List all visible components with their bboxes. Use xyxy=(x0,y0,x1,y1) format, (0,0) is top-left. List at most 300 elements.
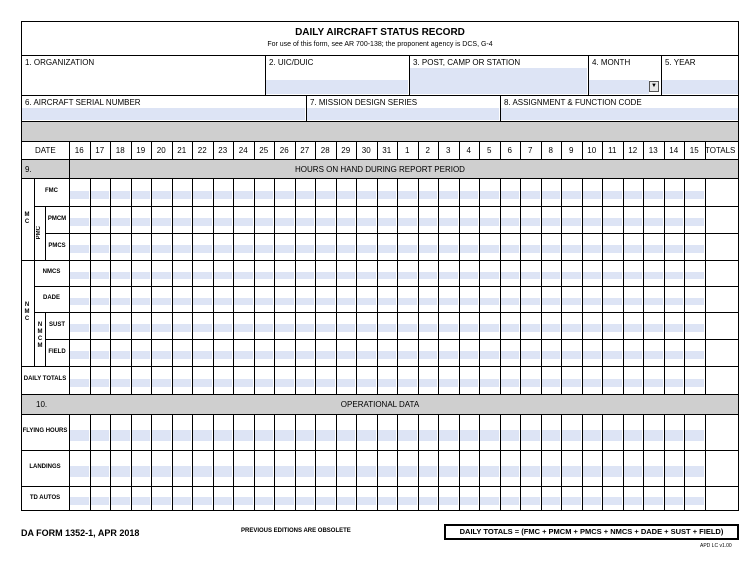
td-autos-cell[interactable] xyxy=(255,497,274,505)
pmcm-cell[interactable] xyxy=(255,218,274,226)
sust-cell[interactable] xyxy=(193,324,212,332)
pmcm-cell[interactable] xyxy=(214,218,233,226)
fmc-cell[interactable] xyxy=(644,191,663,199)
year-field[interactable] xyxy=(662,80,738,94)
pmcs-cell[interactable] xyxy=(91,245,110,253)
dade-cell[interactable] xyxy=(583,298,602,306)
dade-cell[interactable] xyxy=(460,298,479,306)
nmcs-cell[interactable] xyxy=(255,272,274,280)
sust-cell[interactable] xyxy=(501,324,520,332)
sust-cell[interactable] xyxy=(70,324,89,332)
td-autos-cell[interactable] xyxy=(644,497,663,505)
dade-cell[interactable] xyxy=(624,298,643,306)
flying-hours-cell[interactable] xyxy=(316,430,335,441)
flying-hours-cell[interactable] xyxy=(542,430,561,441)
nmcs-cell[interactable] xyxy=(234,272,253,280)
td-autos-cell[interactable] xyxy=(624,497,643,505)
nmcs-cell[interactable] xyxy=(419,272,438,280)
sust-cell[interactable] xyxy=(419,324,438,332)
field-cell[interactable] xyxy=(316,351,335,359)
daily-totals-cell[interactable] xyxy=(460,379,479,387)
flying-hours-cell[interactable] xyxy=(193,430,212,441)
field-cell[interactable] xyxy=(255,351,274,359)
pmcm-cell[interactable] xyxy=(132,218,151,226)
sust-cell[interactable] xyxy=(173,324,192,332)
fmc-cell[interactable] xyxy=(234,191,253,199)
dade-cell[interactable] xyxy=(275,298,294,306)
dade-cell[interactable] xyxy=(419,298,438,306)
fmc-cell[interactable] xyxy=(439,191,458,199)
pmcs-cell[interactable] xyxy=(70,245,89,253)
td-autos-cell[interactable] xyxy=(214,497,233,505)
fmc-cell[interactable] xyxy=(296,191,315,199)
flying-hours-cell[interactable] xyxy=(357,430,376,441)
nmcs-cell[interactable] xyxy=(665,272,684,280)
pmcm-cell[interactable] xyxy=(193,218,212,226)
landings-cell[interactable] xyxy=(91,466,110,477)
landings-cell[interactable] xyxy=(132,466,151,477)
pmcm-cell[interactable] xyxy=(337,218,356,226)
pmcs-cell[interactable] xyxy=(460,245,479,253)
pmcm-cell[interactable] xyxy=(460,218,479,226)
fmc-cell[interactable] xyxy=(521,191,540,199)
field-cell[interactable] xyxy=(173,351,192,359)
pmcm-cell[interactable] xyxy=(111,218,130,226)
td-autos-cell[interactable] xyxy=(419,497,438,505)
sust-cell[interactable] xyxy=(460,324,479,332)
flying-hours-cell[interactable] xyxy=(480,430,499,441)
nmcs-cell[interactable] xyxy=(70,272,89,280)
daily-totals-cell[interactable] xyxy=(665,379,684,387)
flying-hours-cell[interactable] xyxy=(603,430,622,441)
sust-cell[interactable] xyxy=(398,324,417,332)
nmcs-cell[interactable] xyxy=(214,272,233,280)
landings-cell[interactable] xyxy=(583,466,602,477)
nmcs-cell[interactable] xyxy=(316,272,335,280)
sust-cell[interactable] xyxy=(337,324,356,332)
pmcs-cell[interactable] xyxy=(357,245,376,253)
nmcs-cell[interactable] xyxy=(337,272,356,280)
td-autos-cell[interactable] xyxy=(193,497,212,505)
td-autos-cell[interactable] xyxy=(91,497,110,505)
landings-cell[interactable] xyxy=(624,466,643,477)
flying-hours-cell[interactable] xyxy=(255,430,274,441)
fmc-cell[interactable] xyxy=(480,191,499,199)
pmcs-cell[interactable] xyxy=(624,245,643,253)
pmcs-cell[interactable] xyxy=(173,245,192,253)
landings-cell[interactable] xyxy=(357,466,376,477)
td-autos-cell[interactable] xyxy=(501,497,520,505)
nmcs-cell[interactable] xyxy=(521,272,540,280)
fmc-cell[interactable] xyxy=(624,191,643,199)
pmcm-cell[interactable] xyxy=(398,218,417,226)
pmcs-cell[interactable] xyxy=(316,245,335,253)
daily-totals-cell[interactable] xyxy=(111,379,130,387)
nmcs-cell[interactable] xyxy=(296,272,315,280)
td-autos-cell[interactable] xyxy=(70,497,89,505)
pmcm-cell[interactable] xyxy=(685,218,704,226)
dade-cell[interactable] xyxy=(439,298,458,306)
daily-totals-cell[interactable] xyxy=(603,379,622,387)
field-cell[interactable] xyxy=(542,351,561,359)
pmcm-cell[interactable] xyxy=(439,218,458,226)
landings-cell[interactable] xyxy=(234,466,253,477)
landings-cell[interactable] xyxy=(337,466,356,477)
landings-cell[interactable] xyxy=(685,466,704,477)
field-cell[interactable] xyxy=(583,351,602,359)
field-cell[interactable] xyxy=(521,351,540,359)
pmcs-cell[interactable] xyxy=(685,245,704,253)
field-cell[interactable] xyxy=(644,351,663,359)
daily-totals-cell[interactable] xyxy=(378,379,397,387)
fmc-cell[interactable] xyxy=(398,191,417,199)
field-cell[interactable] xyxy=(685,351,704,359)
landings-cell[interactable] xyxy=(296,466,315,477)
sust-cell[interactable] xyxy=(685,324,704,332)
dade-cell[interactable] xyxy=(234,298,253,306)
flying-hours-cell[interactable] xyxy=(70,430,89,441)
pmcs-cell[interactable] xyxy=(480,245,499,253)
pmcs-cell[interactable] xyxy=(132,245,151,253)
pmcm-cell[interactable] xyxy=(603,218,622,226)
landings-cell[interactable] xyxy=(255,466,274,477)
fmc-cell[interactable] xyxy=(419,191,438,199)
nmcs-cell[interactable] xyxy=(542,272,561,280)
flying-hours-cell[interactable] xyxy=(419,430,438,441)
landings-cell[interactable] xyxy=(603,466,622,477)
pmcm-cell[interactable] xyxy=(378,218,397,226)
fmc-cell[interactable] xyxy=(275,191,294,199)
td-autos-cell[interactable] xyxy=(173,497,192,505)
fmc-cell[interactable] xyxy=(132,191,151,199)
nmcs-cell[interactable] xyxy=(173,272,192,280)
daily-totals-cell[interactable] xyxy=(398,379,417,387)
daily-totals-cell[interactable] xyxy=(685,379,704,387)
field-cell[interactable] xyxy=(152,351,171,359)
daily-totals-cell[interactable] xyxy=(337,379,356,387)
field-cell[interactable] xyxy=(132,351,151,359)
nmcs-cell[interactable] xyxy=(378,272,397,280)
sust-cell[interactable] xyxy=(644,324,663,332)
pmcm-cell[interactable] xyxy=(357,218,376,226)
field-cell[interactable] xyxy=(562,351,581,359)
landings-cell[interactable] xyxy=(111,466,130,477)
daily-totals-cell[interactable] xyxy=(173,379,192,387)
field-cell[interactable] xyxy=(419,351,438,359)
sust-cell[interactable] xyxy=(357,324,376,332)
uic-field[interactable] xyxy=(266,80,408,94)
td-autos-cell[interactable] xyxy=(111,497,130,505)
sust-cell[interactable] xyxy=(439,324,458,332)
sust-cell[interactable] xyxy=(111,324,130,332)
fmc-cell[interactable] xyxy=(337,191,356,199)
sust-cell[interactable] xyxy=(234,324,253,332)
flying-hours-cell[interactable] xyxy=(460,430,479,441)
td-autos-cell[interactable] xyxy=(583,497,602,505)
td-autos-cell[interactable] xyxy=(460,497,479,505)
dade-cell[interactable] xyxy=(398,298,417,306)
pmcs-cell[interactable] xyxy=(214,245,233,253)
pmcs-cell[interactable] xyxy=(296,245,315,253)
flying-hours-cell[interactable] xyxy=(583,430,602,441)
sust-cell[interactable] xyxy=(603,324,622,332)
landings-cell[interactable] xyxy=(562,466,581,477)
daily-totals-cell[interactable] xyxy=(152,379,171,387)
dade-cell[interactable] xyxy=(480,298,499,306)
fmc-cell[interactable] xyxy=(214,191,233,199)
sust-cell[interactable] xyxy=(583,324,602,332)
daily-totals-cell[interactable] xyxy=(419,379,438,387)
flying-hours-cell[interactable] xyxy=(378,430,397,441)
landings-cell[interactable] xyxy=(665,466,684,477)
field-cell[interactable] xyxy=(624,351,643,359)
fmc-cell[interactable] xyxy=(501,191,520,199)
sust-cell[interactable] xyxy=(521,324,540,332)
td-autos-cell[interactable] xyxy=(152,497,171,505)
pmcm-cell[interactable] xyxy=(91,218,110,226)
flying-hours-cell[interactable] xyxy=(214,430,233,441)
landings-cell[interactable] xyxy=(378,466,397,477)
dade-cell[interactable] xyxy=(214,298,233,306)
sust-cell[interactable] xyxy=(480,324,499,332)
flying-hours-cell[interactable] xyxy=(562,430,581,441)
daily-totals-cell[interactable] xyxy=(234,379,253,387)
daily-totals-cell[interactable] xyxy=(439,379,458,387)
pmcm-cell[interactable] xyxy=(624,218,643,226)
sust-cell[interactable] xyxy=(542,324,561,332)
pmcm-cell[interactable] xyxy=(275,218,294,226)
pmcm-cell[interactable] xyxy=(542,218,561,226)
daily-totals-cell[interactable] xyxy=(214,379,233,387)
mds-field[interactable] xyxy=(307,108,499,120)
nmcs-cell[interactable] xyxy=(439,272,458,280)
pmcs-cell[interactable] xyxy=(583,245,602,253)
flying-hours-cell[interactable] xyxy=(111,430,130,441)
field-cell[interactable] xyxy=(296,351,315,359)
flying-hours-cell[interactable] xyxy=(439,430,458,441)
landings-cell[interactable] xyxy=(173,466,192,477)
daily-totals-cell[interactable] xyxy=(644,379,663,387)
pmcm-cell[interactable] xyxy=(316,218,335,226)
pmcm-cell[interactable] xyxy=(419,218,438,226)
fmc-cell[interactable] xyxy=(316,191,335,199)
landings-cell[interactable] xyxy=(644,466,663,477)
dade-cell[interactable] xyxy=(542,298,561,306)
nmcs-cell[interactable] xyxy=(275,272,294,280)
nmcs-cell[interactable] xyxy=(583,272,602,280)
nmcs-cell[interactable] xyxy=(644,272,663,280)
nmcs-cell[interactable] xyxy=(480,272,499,280)
flying-hours-cell[interactable] xyxy=(275,430,294,441)
daily-totals-cell[interactable] xyxy=(357,379,376,387)
assignment-field[interactable] xyxy=(501,108,738,120)
field-cell[interactable] xyxy=(603,351,622,359)
landings-cell[interactable] xyxy=(480,466,499,477)
sust-cell[interactable] xyxy=(378,324,397,332)
sust-cell[interactable] xyxy=(562,324,581,332)
dade-cell[interactable] xyxy=(193,298,212,306)
flying-hours-cell[interactable] xyxy=(521,430,540,441)
td-autos-cell[interactable] xyxy=(316,497,335,505)
flying-hours-cell[interactable] xyxy=(296,430,315,441)
serial-field[interactable] xyxy=(22,108,305,120)
sust-cell[interactable] xyxy=(132,324,151,332)
fmc-cell[interactable] xyxy=(562,191,581,199)
nmcs-cell[interactable] xyxy=(152,272,171,280)
fmc-cell[interactable] xyxy=(542,191,561,199)
pmcs-cell[interactable] xyxy=(562,245,581,253)
sust-cell[interactable] xyxy=(255,324,274,332)
td-autos-cell[interactable] xyxy=(296,497,315,505)
sust-cell[interactable] xyxy=(275,324,294,332)
flying-hours-cell[interactable] xyxy=(685,430,704,441)
fmc-cell[interactable] xyxy=(378,191,397,199)
nmcs-cell[interactable] xyxy=(460,272,479,280)
daily-totals-cell[interactable] xyxy=(91,379,110,387)
pmcm-cell[interactable] xyxy=(562,218,581,226)
daily-totals-cell[interactable] xyxy=(521,379,540,387)
pmcs-cell[interactable] xyxy=(152,245,171,253)
flying-hours-cell[interactable] xyxy=(234,430,253,441)
daily-totals-cell[interactable] xyxy=(583,379,602,387)
sust-cell[interactable] xyxy=(296,324,315,332)
flying-hours-cell[interactable] xyxy=(624,430,643,441)
field-cell[interactable] xyxy=(501,351,520,359)
fmc-cell[interactable] xyxy=(603,191,622,199)
flying-hours-cell[interactable] xyxy=(398,430,417,441)
nmcs-cell[interactable] xyxy=(603,272,622,280)
landings-cell[interactable] xyxy=(542,466,561,477)
dade-cell[interactable] xyxy=(111,298,130,306)
landings-cell[interactable] xyxy=(70,466,89,477)
field-cell[interactable] xyxy=(378,351,397,359)
pmcs-cell[interactable] xyxy=(501,245,520,253)
pmcm-cell[interactable] xyxy=(644,218,663,226)
daily-totals-cell[interactable] xyxy=(542,379,561,387)
dade-cell[interactable] xyxy=(70,298,89,306)
dade-cell[interactable] xyxy=(132,298,151,306)
daily-totals-cell[interactable] xyxy=(275,379,294,387)
dade-cell[interactable] xyxy=(337,298,356,306)
fmc-cell[interactable] xyxy=(70,191,89,199)
pmcs-cell[interactable] xyxy=(255,245,274,253)
pmcs-cell[interactable] xyxy=(193,245,212,253)
field-cell[interactable] xyxy=(337,351,356,359)
sust-cell[interactable] xyxy=(152,324,171,332)
sust-cell[interactable] xyxy=(214,324,233,332)
td-autos-cell[interactable] xyxy=(234,497,253,505)
td-autos-cell[interactable] xyxy=(603,497,622,505)
fmc-cell[interactable] xyxy=(583,191,602,199)
pmcm-cell[interactable] xyxy=(480,218,499,226)
fmc-cell[interactable] xyxy=(173,191,192,199)
nmcs-cell[interactable] xyxy=(111,272,130,280)
pmcs-cell[interactable] xyxy=(234,245,253,253)
field-cell[interactable] xyxy=(398,351,417,359)
daily-totals-cell[interactable] xyxy=(480,379,499,387)
td-autos-cell[interactable] xyxy=(357,497,376,505)
landings-cell[interactable] xyxy=(419,466,438,477)
td-autos-cell[interactable] xyxy=(521,497,540,505)
field-cell[interactable] xyxy=(480,351,499,359)
td-autos-cell[interactable] xyxy=(439,497,458,505)
pmcm-cell[interactable] xyxy=(296,218,315,226)
field-cell[interactable] xyxy=(275,351,294,359)
flying-hours-cell[interactable] xyxy=(152,430,171,441)
daily-totals-cell[interactable] xyxy=(501,379,520,387)
daily-totals-cell[interactable] xyxy=(70,379,89,387)
post-field[interactable] xyxy=(410,68,587,94)
field-cell[interactable] xyxy=(214,351,233,359)
pmcs-cell[interactable] xyxy=(419,245,438,253)
landings-cell[interactable] xyxy=(460,466,479,477)
organization-field[interactable] xyxy=(22,68,264,94)
flying-hours-cell[interactable] xyxy=(501,430,520,441)
dade-cell[interactable] xyxy=(173,298,192,306)
pmcm-cell[interactable] xyxy=(583,218,602,226)
flying-hours-cell[interactable] xyxy=(644,430,663,441)
pmcs-cell[interactable] xyxy=(521,245,540,253)
pmcm-cell[interactable] xyxy=(234,218,253,226)
pmcm-cell[interactable] xyxy=(665,218,684,226)
td-autos-cell[interactable] xyxy=(685,497,704,505)
dade-cell[interactable] xyxy=(152,298,171,306)
pmcm-cell[interactable] xyxy=(501,218,520,226)
field-cell[interactable] xyxy=(460,351,479,359)
flying-hours-cell[interactable] xyxy=(173,430,192,441)
daily-totals-cell[interactable] xyxy=(132,379,151,387)
dade-cell[interactable] xyxy=(91,298,110,306)
td-autos-cell[interactable] xyxy=(398,497,417,505)
fmc-cell[interactable] xyxy=(460,191,479,199)
pmcs-cell[interactable] xyxy=(665,245,684,253)
sust-cell[interactable] xyxy=(624,324,643,332)
sust-cell[interactable] xyxy=(91,324,110,332)
td-autos-cell[interactable] xyxy=(132,497,151,505)
dade-cell[interactable] xyxy=(603,298,622,306)
pmcs-cell[interactable] xyxy=(398,245,417,253)
field-cell[interactable] xyxy=(193,351,212,359)
field-cell[interactable] xyxy=(70,351,89,359)
flying-hours-cell[interactable] xyxy=(132,430,151,441)
month-select[interactable] xyxy=(589,80,649,94)
td-autos-cell[interactable] xyxy=(562,497,581,505)
fmc-cell[interactable] xyxy=(685,191,704,199)
daily-totals-cell[interactable] xyxy=(562,379,581,387)
field-cell[interactable] xyxy=(91,351,110,359)
landings-cell[interactable] xyxy=(398,466,417,477)
dade-cell[interactable] xyxy=(378,298,397,306)
pmcs-cell[interactable] xyxy=(337,245,356,253)
pmcs-cell[interactable] xyxy=(275,245,294,253)
dade-cell[interactable] xyxy=(255,298,274,306)
nmcs-cell[interactable] xyxy=(501,272,520,280)
flying-hours-cell[interactable] xyxy=(665,430,684,441)
daily-totals-cell[interactable] xyxy=(193,379,212,387)
fmc-cell[interactable] xyxy=(193,191,212,199)
sust-cell[interactable] xyxy=(665,324,684,332)
nmcs-cell[interactable] xyxy=(357,272,376,280)
dade-cell[interactable] xyxy=(521,298,540,306)
sust-cell[interactable] xyxy=(316,324,335,332)
daily-totals-cell[interactable] xyxy=(316,379,335,387)
dade-cell[interactable] xyxy=(296,298,315,306)
dade-cell[interactable] xyxy=(665,298,684,306)
pmcm-cell[interactable] xyxy=(152,218,171,226)
landings-cell[interactable] xyxy=(439,466,458,477)
nmcs-cell[interactable] xyxy=(132,272,151,280)
td-autos-cell[interactable] xyxy=(542,497,561,505)
